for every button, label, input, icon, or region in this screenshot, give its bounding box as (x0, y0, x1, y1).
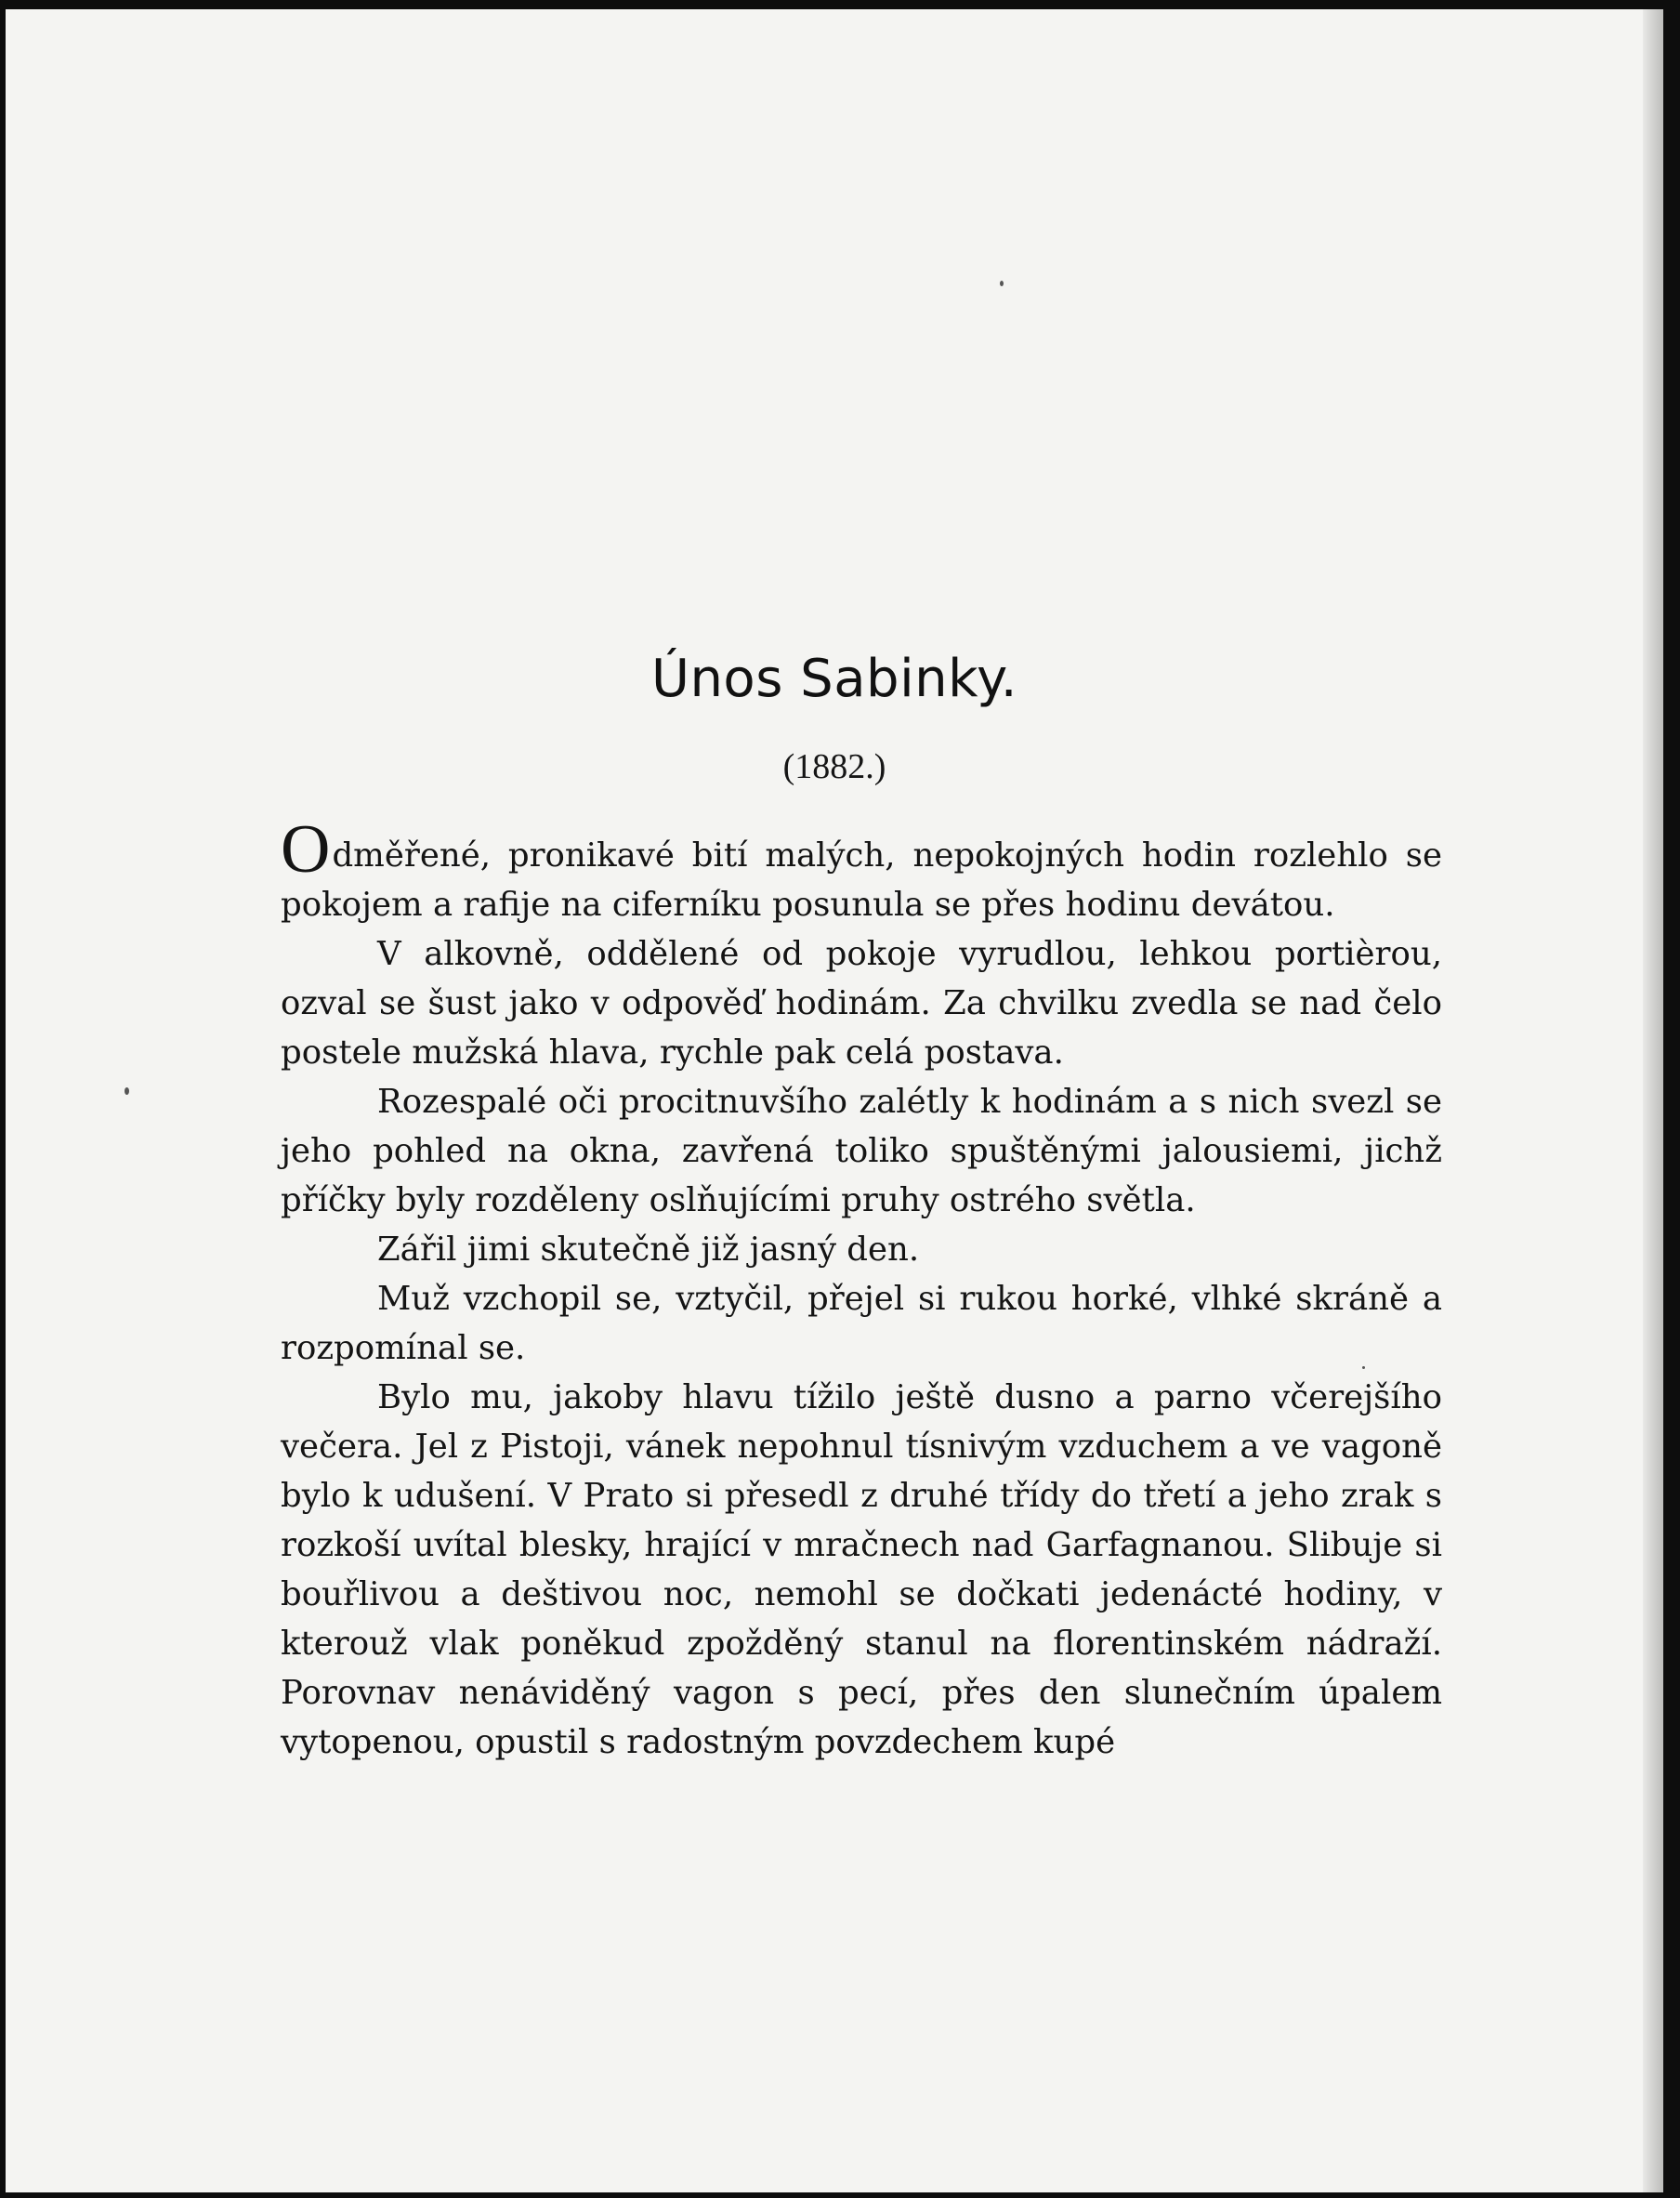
paragraph: V alkovně, oddělené od pokoje vyrudlou, lehkou portièrou, ozval se šust jako v odpověď hodinám. Za chvilku zvedla se nad čelo postele mužská hlava, rychle pak celá postava. (281, 935, 1442, 1072)
paragraph: Rozespalé oči procitnuvšího zalétly k hodinám a s nich svezl se jeho pohled na okna, zavřená toliko spuštěnými jalousiemi, jichž příčky byly rozděleny oslňujícími pruhy ostrého světla. (281, 1083, 1442, 1219)
chapter-date: (1882.) (782, 747, 886, 786)
paragraph: Zářil jimi skutečně již jasný den. (377, 1231, 920, 1269)
paragraph: Muž vzchopil se, vztyčil, přejel si rukou horké, vlhké skráně a rozpomínal se. (281, 1280, 1442, 1367)
page-edge (1643, 9, 1663, 2192)
scan-speck (125, 1087, 129, 1095)
initial-letter: O (281, 811, 331, 888)
scan-speck (1000, 281, 1004, 286)
chapter-body (281, 811, 1442, 1767)
chapter-title: Únos Sabinky. (650, 649, 1018, 709)
paragraph (281, 811, 1442, 929)
paragraph-text: dměřené, pronikavé bití malých, nepokojných hodin rozlehlo se pokojem a rafije na ciferníku posunula se přes hodinu devátou. (281, 836, 1442, 924)
paragraph: Bylo mu, jakoby hlavu tížilo ještě dusno a parno včerejšího večera. Jel z Pistoji, vánek nepohnul tísnivým vzduchem a ve vagoně bylo k udušení. V Prato si přesedl z druhé třídy do třetí a jeho zrak s rozkoší uvítal blesky, hrající v mračnech nad Garfagnanou. Slibuje si bouřlivou a deštivou noc, nemohl se dočkati jedenácté hodiny, v kterouž vlak poněkud zpožděný stanul na florentinském nádraží. Porovnav nenáviděný vagon s pecí, přes den slunečním úpalem vytopenou, opustil s radostným povzdechem kupé (281, 1378, 1442, 1761)
book-page (6, 9, 1663, 2192)
